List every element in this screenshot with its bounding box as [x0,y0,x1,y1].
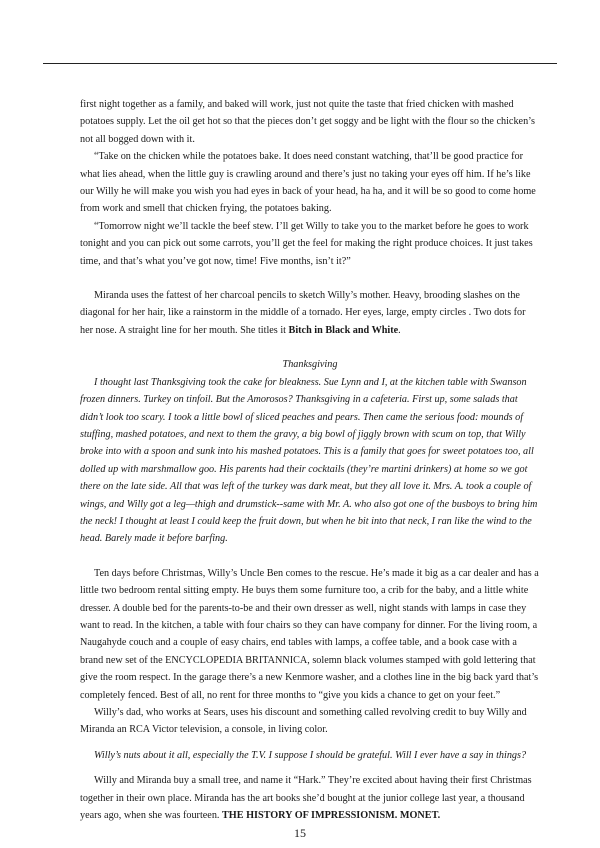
header-rule [43,63,557,64]
journal-thanksgiving: I thought last Thanksgiving took the cake for bleakness. Sue Lynn and I, at the kitchen table with Swanson frozen dinners. Turkey on tinfoil. But the Amorosos? Thanksgiving in a cafeteria. First up, some salads that didn’t look too scary. I took a little bowl of sliced peaches and pears. Then came the serious food: mounds of stuffing, mashed potatoes, and next to them the gravy, a big bowl of jiggly brown with scum on top, that Willy broke into with a spoon and sunk into his mashed potatoes. This is a family that goes for sweet potatoes too, all dolled up with marshmallow goo. His parents had their cocktails (they’re martini drinkers) at home so we got there on the late side. All that was left of the turkey was dark meat, but they all love it. Mrs. A. took a couple of wings, and Willy got a leg—thigh and drumstick--same with Mr. A. who also got one of the busboys to bring him the neck! I thought at least I could keep the fruit down, but when he bit into that neck, I ran like the wind to the head. Barely made it before barfing. [80,376,538,545]
tree-text: Willy and Miranda buy a small tree, and name it “Hark.” They’re excited about having their first Christmas together in their own place. Miranda has the art books she’d bought at the junior college last year, a thousand years ago, when she was fourteen. [80,775,532,822]
page-number: 15 [294,826,306,838]
paragraph-sketch [80,287,540,339]
sketch-title: Bitch in Black and White [288,324,399,336]
sketch-text: Miranda uses the fattest of her charcoal pencils to sketch Willy’s mother. Heavy, brooding slashes on the diagonal for her hair, like a rainstorm in the middle of a tornado. Her eyes, large, empty circles . Two dots for her nose. A straight line for her mouth. She titles it [80,290,526,336]
paragraph-beef-stew: “Tomorrow night we’ll tackle the beef stew. I’ll get Willy to take you to the market before he goes to work tonight and you can pick out some carrots, you’ll get the feel for making the right produce choices. It just takes time, and that’s what you’ve got now, time! Five months, isn’t it?” [80,220,533,267]
paragraph-television: Willy’s dad, who works at Sears, uses his discount and something called revolving credit to buy Willy and Miranda an RCA Victor television, a console, in living color. [80,707,527,736]
paragraph-continuation: first night together as a family, and baked will work, just not quite the taste that fried chicken with mashed potatoes supply. Let the oil get hot so that the pieces don’t get soggy and be light with the flour so the chicken’s not all bogged down with it. [80,99,535,145]
sketch-end: . [398,324,401,336]
journal-tv: Willy’s nuts about it all, especially the T.V. I suppose I should be grateful. Will I ever have a say in things? [94,749,527,761]
page-body [80,96,540,824]
book-title: THE HISTORY OF IMPRESSIONISM. MONET. [222,810,441,822]
paragraph-tree [80,772,540,824]
section-heading: Thanksgiving [282,359,338,371]
paragraph-uncle-ben: Ten days before Christmas, Willy’s Uncle Ben comes to the rescue. He’s made it big as a car dealer and has a little two bedroom rental sitting empty. He buys them some furniture too, a crib for the baby, and a little white dresser. A double bed for the parents-to-be and their own dresser as well, night stands with lamps in case they want to read. In the kitchen, a table with four chairs so they can have company for dinner. For the living room, a Naugahyde couch and a couple of easy chairs, end tables with lamps, a coffee table, and a book case with a brand new set of the ENCYCLOPEDIA BRITANNICA, solemn black volumes stamped with gold lettering that give the room respect. In the garage there’s a new Kenmore washer, and a clothes line in the big back yard that’s completely fenced. Best of all, no rent for three months to “give you kids a chance to get on your feet.” [80,567,539,701]
paragraph-chicken: “Take on the chicken while the potatoes bake. It does need constant watching, that’ll be good practice for what lies ahead, when the little guy is crawling around and there’s just no taking your eyes off him. If he’s like our Willy he will make you wish you had eyes in back of your head, ha ha, and it will be so good to come home from work and smell that chicken frying, the potatoes baking. [80,151,536,215]
